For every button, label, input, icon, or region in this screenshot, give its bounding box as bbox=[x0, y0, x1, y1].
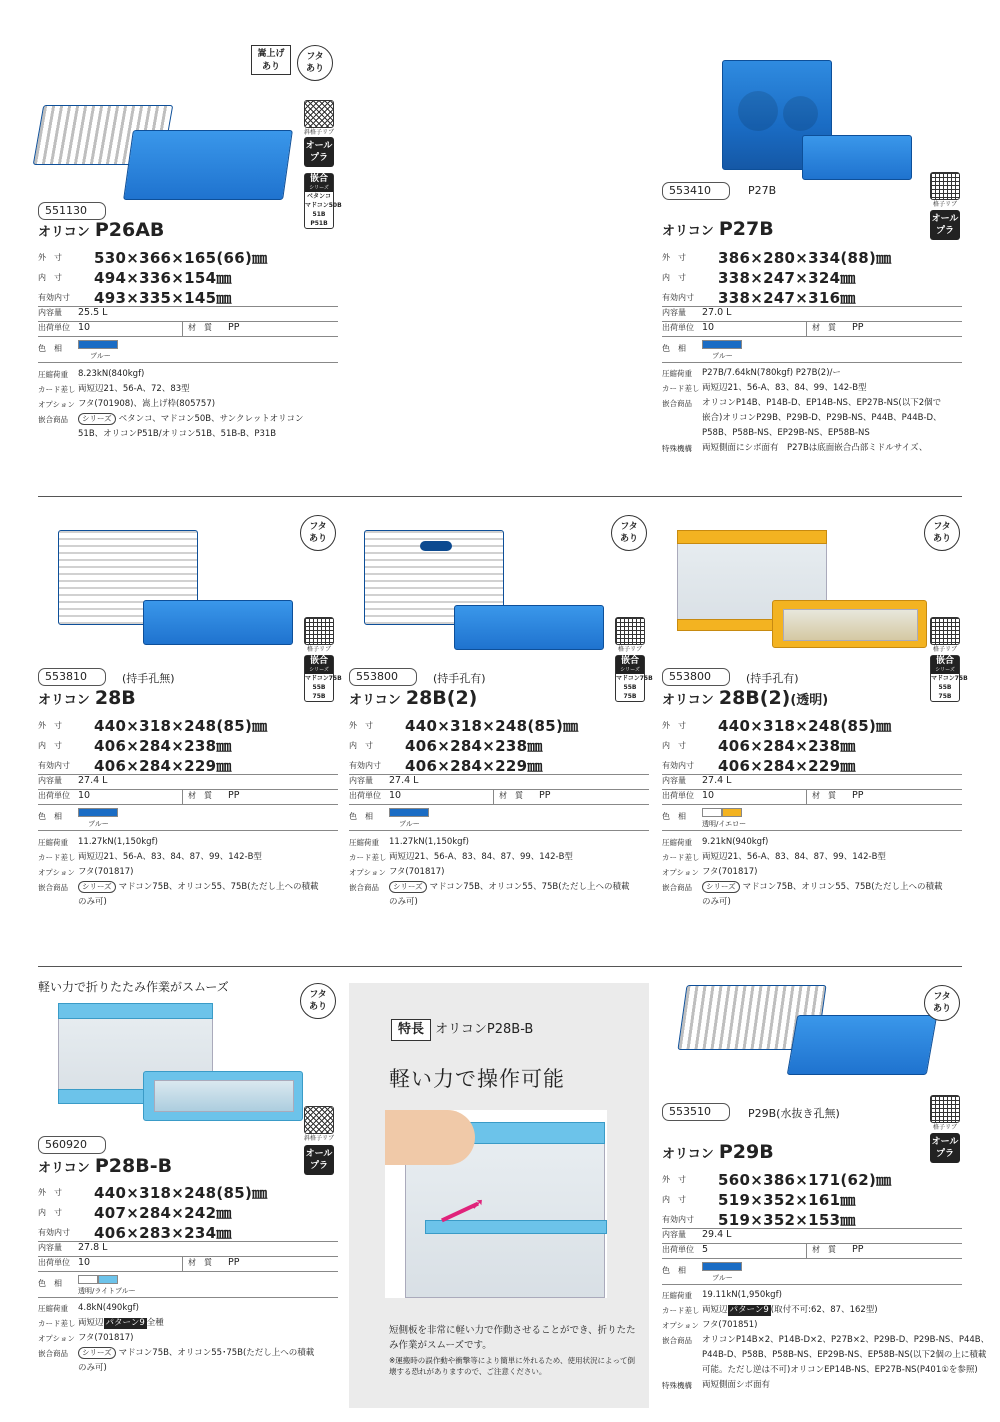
crate-folded bbox=[143, 600, 293, 645]
effective-dimensions: 有効内寸 406×283×234㎜ bbox=[38, 1222, 338, 1242]
kango-series-badge: 嵌合 シリーズ マドコン75B 55B 75B bbox=[931, 656, 968, 700]
unit-row: 出荷単位 10 材 質 PP bbox=[662, 790, 962, 805]
lid-badge: フタ あり bbox=[300, 983, 336, 1019]
capacity-row: 内容量 27.4 L bbox=[38, 775, 338, 790]
product-28b-2 bbox=[349, 515, 653, 915]
kango-series-badge: 嵌合 シリーズ マドコン75B 55B 75B bbox=[616, 656, 653, 700]
divider bbox=[38, 496, 962, 497]
inner-dimensions: 内 寸 494×336×154㎜ bbox=[38, 269, 232, 287]
effective-dimensions: 有効内寸 519×352×153㎜ bbox=[662, 1209, 962, 1229]
product-28b-2-clear bbox=[662, 515, 968, 915]
color-row: 色 相 透明/ライトブルー bbox=[38, 1272, 338, 1298]
kango-series-badge: 嵌合 シリーズ マドコン75B 55B 75B bbox=[305, 656, 342, 700]
product-image-p29b bbox=[682, 985, 932, 1095]
all-plastic-icon: オール プラ bbox=[304, 137, 334, 167]
spec-notes: 圧縮荷重 11.27kN(1,150kgf) カード差し 両短辺21、56-A、83、84、87、99、142-B型 オプション フタ(701817) 嵌合商品 シリーズ マドコン75B、オリコン55、75B(ただし上への積載 のみ可) bbox=[38, 837, 319, 907]
capacity-row: 内容量 27.4 L bbox=[662, 775, 962, 790]
grid-rib-icon: 格子リブ bbox=[930, 1095, 960, 1133]
grid-rib-icon: 格子リブ bbox=[930, 617, 960, 655]
spec-notes: 圧縮荷重 P27B/7.64kN(780kgf) P27B(2)/ー カード差し 両短辺21、56-A、83、84、99、142-B型 嵌合商品 オリコンP14B、P14B-D、EP14B-NS、EP27B-NS(以下2個で 嵌合)オリコンP29B、P29B-D、P29B-NS、P44B、P44B-D、 P58B、P58B-NS、EP29B-NS、EP58B-NS 特殊機構 両短側面にシボ面有 P27Bは底面嵌合凸部ミドルサイズ、 bbox=[662, 368, 942, 453]
feature-note: ※運搬時の誤作動や衝撃等により簡単に外れるため、使用状況によって倒壊する恐れがありますので、ご注意ください。 bbox=[389, 1356, 635, 1376]
all-plastic-icon: オール プラ bbox=[930, 210, 960, 240]
product-title: オリコン P29B bbox=[662, 1141, 774, 1163]
lid-badge: フタ あり bbox=[924, 515, 960, 551]
effective-dimensions: 有効内寸 406×284×229㎜ bbox=[662, 755, 962, 775]
diagonal-rib-icon: 斜格子リブ bbox=[304, 100, 334, 138]
grid-rib-icon: 格子リブ bbox=[304, 617, 334, 655]
product-code: 553410 bbox=[662, 182, 730, 200]
feature-description: 短側板を非常に軽い力で作動させることができ、折りたたみ作業がスムーズです。 bbox=[389, 1325, 636, 1351]
spec-notes: 圧縮荷重 19.11kN(1,950kgf) カード差し 両短辺 パターン9 (取付不可:62、87、162型) オプション フタ(701851) 嵌合商品 オリコンP14B×2、P14B-D×2、P27B×2、P29B-D、P29B-NS、P44B、 P44B-D、P58B、P58B-NS、EP29B-NS、EP58B-NS(以下2個の上に積載 可能。ただし逆は不可)オリコンEP14B-NS、EP27B-NS(P401①を参照) 特殊機構 両短側面シボ面有 bbox=[662, 1290, 990, 1390]
spec-notes: 圧縮荷重 8.23kN(840kgf) カード差し 両短辺21、56-A、72、83型 オプション フタ(701908)、嵩上げ枠(805757) 嵌合商品 シリーズ ベタンコ、マドコン50B、サンクレットオリコン 51B、オリコンP51B/オリコン51B、51B-B、P31B bbox=[38, 369, 304, 439]
color-row: 色 相 ブルー bbox=[38, 805, 338, 831]
unit-row: 出荷単位 10 材 質 PP bbox=[349, 790, 649, 805]
color-swatch-blue bbox=[702, 340, 742, 349]
unit-row: 出荷単位 10 材 質 PP bbox=[38, 790, 338, 805]
unit-row: 出荷単位 5 材 質 PP bbox=[662, 1244, 962, 1259]
lid-badge: フタ あり bbox=[924, 985, 960, 1021]
inner-dimensions: 内 寸 519×352×161㎜ bbox=[662, 1191, 856, 1209]
spec-notes: 圧縮荷重 9.21kN(940kgf) カード差し 両短辺21、56-A、83、84、87、99、142-B型 オプション フタ(701817) 嵌合商品 シリーズ マドコン75B、オリコン55、75B(ただし上への積載 のみ可) bbox=[662, 837, 943, 907]
product-title: オリコン 28B bbox=[38, 687, 136, 709]
color-row: 色 相 ブルー bbox=[662, 1259, 962, 1285]
crate-folded bbox=[123, 130, 293, 200]
color-swatch-blue bbox=[389, 808, 429, 817]
product-image-p28b-b bbox=[58, 1003, 308, 1133]
product-variant: (持手孔無) bbox=[122, 672, 175, 685]
product-image-28b-2 bbox=[364, 530, 604, 660]
product-variant: (持手孔有) bbox=[433, 672, 486, 685]
feature-panel bbox=[349, 983, 649, 1408]
product-28b bbox=[38, 515, 342, 915]
unit-row: 出荷単位 10 材 質 PP bbox=[38, 322, 338, 337]
product-p29b bbox=[662, 985, 990, 1405]
product-code: 553800 bbox=[662, 668, 730, 686]
color-row: 色 相 透明/イエロー bbox=[662, 805, 962, 831]
effective-dimensions: 有効内寸 338×247×316㎜ bbox=[662, 287, 962, 307]
color-row: 色 相 ブルー bbox=[38, 337, 338, 363]
lid-badge: フタ あり bbox=[611, 515, 647, 551]
crate-folded bbox=[454, 605, 604, 650]
kango-series-badge: 嵌合 シリーズ ベタンコ マドコン50B 51B P51B bbox=[305, 174, 342, 227]
inner-dimensions: 内 寸 406×284×238㎜ bbox=[38, 737, 232, 755]
product-variant: (持手孔有) bbox=[746, 672, 799, 685]
product-code: 553510 bbox=[662, 1103, 730, 1121]
all-plastic-icon: オール プラ bbox=[930, 1133, 960, 1163]
color-swatch-clear bbox=[702, 808, 722, 817]
product-code: 553800 bbox=[349, 668, 417, 686]
capacity-row: 内容量 27.0 L bbox=[662, 307, 962, 322]
inner-dimensions: 内 寸 406×284×238㎜ bbox=[662, 737, 856, 755]
effective-dimensions: 有効内寸 406×284×229㎜ bbox=[349, 755, 649, 775]
inner-dimensions: 内 寸 338×247×324㎜ bbox=[662, 269, 856, 287]
color-swatch-blue bbox=[702, 1262, 742, 1271]
feature-photo bbox=[385, 1110, 607, 1298]
capacity-row: 内容量 25.5 L bbox=[38, 307, 338, 322]
diagonal-rib-icon: 斜格子リブ bbox=[304, 1106, 334, 1144]
grid-rib-icon: 格子リブ bbox=[615, 617, 645, 655]
capacity-row: 内容量 27.8 L bbox=[38, 1242, 338, 1257]
product-p26ab bbox=[38, 45, 342, 455]
unit-row: 出荷単位 10 材 質 PP bbox=[662, 322, 962, 337]
color-swatch-clear bbox=[78, 1275, 98, 1284]
crate-folded bbox=[787, 1015, 938, 1075]
effective-dimensions: 有効内寸 406×284×229㎜ bbox=[38, 755, 338, 775]
outer-dimensions: 外 寸 440×318×248(85)㎜ bbox=[38, 1184, 268, 1202]
color-row: 色 相 ブルー bbox=[349, 805, 649, 831]
feature-tag: 特長 オリコンP28B-B bbox=[391, 1018, 533, 1040]
product-title: オリコン 28B(2) bbox=[349, 687, 478, 709]
product-image-28b bbox=[58, 530, 288, 660]
capacity-row: 内容量 27.4 L bbox=[349, 775, 649, 790]
spec-notes: 圧縮荷重 4.8kN(490kgf) カード差し 両短辺 パターン9 全種 オプション フタ(701817) 嵌合商品 シリーズ マドコン75B、オリコン55･75B(ただし上への積載 のみ可) bbox=[38, 1303, 315, 1373]
color-swatch-yellow bbox=[722, 808, 742, 817]
outer-dimensions: 外 寸 386×280×334(88)㎜ bbox=[662, 249, 892, 267]
product-variant: P27B bbox=[748, 184, 777, 197]
tagline: 軽い力で折りたたみ作業がスムーズ bbox=[38, 980, 229, 994]
crate-folded bbox=[802, 135, 912, 180]
product-code: 551130 bbox=[38, 202, 106, 220]
product-title: オリコン P27B bbox=[662, 218, 774, 240]
product-p27b bbox=[662, 60, 962, 460]
outer-dimensions: 外 寸 440×318×248(85)㎜ bbox=[662, 717, 892, 735]
arrow-icon: ➚ bbox=[471, 1194, 485, 1213]
product-code: 553810 bbox=[38, 668, 106, 686]
product-title: オリコン P26AB bbox=[38, 219, 165, 241]
takaage-badge: 嵩上げ あり bbox=[251, 45, 291, 75]
grid-rib-icon: 格子リブ bbox=[930, 172, 960, 210]
all-plastic-icon: オール プラ bbox=[304, 1145, 334, 1175]
feature-heading: 軽い力で操作可能 bbox=[389, 1067, 565, 1091]
crate-folded bbox=[772, 600, 927, 648]
crate-folded bbox=[143, 1071, 303, 1121]
product-image-p27b bbox=[722, 60, 922, 190]
spec-notes: 圧縮荷重 11.27kN(1,150kgf) カード差し 両短辺21、56-A、83、84、87、99、142-B型 オプション フタ(701817) 嵌合商品 シリーズ マドコン75B、オリコン55、75B(ただし上への積載 のみ可) bbox=[349, 837, 630, 907]
outer-dimensions: 外 寸 560×386×171(62)㎜ bbox=[662, 1171, 892, 1189]
product-title: オリコン 28B(2)(透明) bbox=[662, 687, 829, 709]
inner-dimensions: 内 寸 406×284×238㎜ bbox=[349, 737, 543, 755]
product-image-28b-2-clear bbox=[677, 530, 927, 660]
lid-badge: フタ あり bbox=[297, 45, 333, 81]
outer-dimensions: 外 寸 440×318×248(85)㎜ bbox=[349, 717, 579, 735]
product-variant: P29B(水抜き孔無) bbox=[748, 1107, 840, 1120]
color-swatch-blue bbox=[78, 340, 118, 349]
color-swatch-blue bbox=[78, 808, 118, 817]
inner-dimensions: 内 寸 407×284×242㎜ bbox=[38, 1204, 232, 1222]
lid-badge: フタ あり bbox=[300, 515, 336, 551]
divider bbox=[38, 966, 962, 967]
product-code: 560920 bbox=[38, 1136, 106, 1154]
product-image-p26ab bbox=[38, 85, 298, 215]
outer-dimensions: 外 寸 530×366×165(66)㎜ bbox=[38, 249, 268, 267]
capacity-row: 内容量 29.4 L bbox=[662, 1229, 962, 1244]
effective-dimensions: 有効内寸 493×335×145㎜ bbox=[38, 287, 338, 307]
color-row: 色 相 ブルー bbox=[662, 337, 962, 363]
outer-dimensions: 外 寸 440×318×248(85)㎜ bbox=[38, 717, 268, 735]
color-swatch-lightblue bbox=[98, 1275, 118, 1284]
product-p28b-b bbox=[38, 978, 338, 1398]
unit-row: 出荷単位 10 材 質 PP bbox=[38, 1257, 338, 1272]
product-title: オリコン P28B-B bbox=[38, 1155, 173, 1177]
